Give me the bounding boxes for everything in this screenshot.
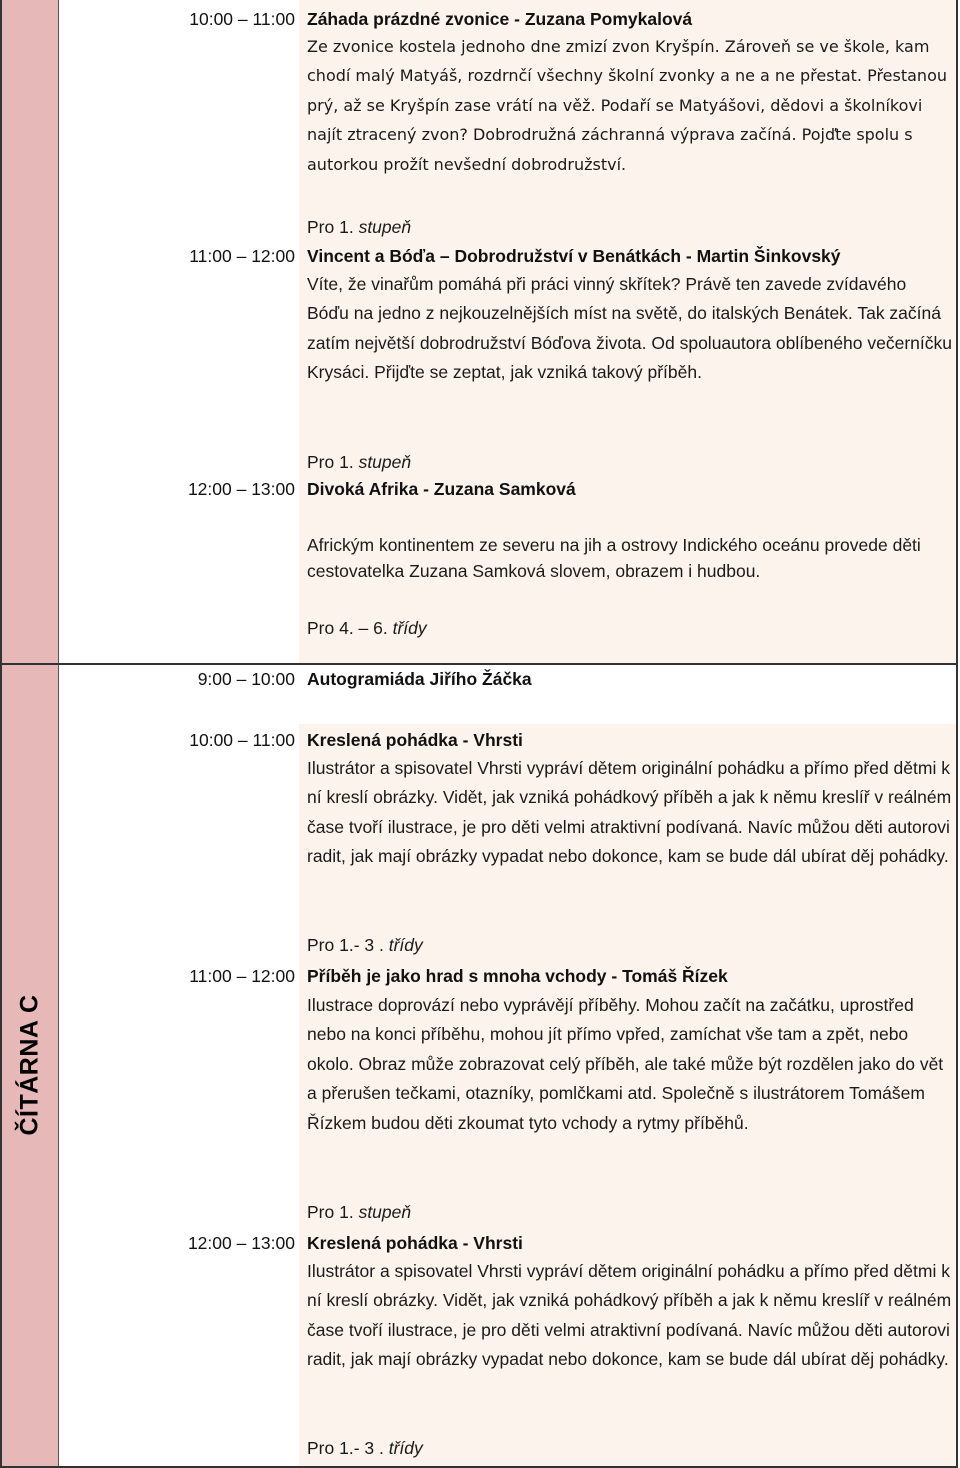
event-description: Ze zvonice kostela jednoho dne zmizí zvon Kryšpín. Zároveň se ve škole, kam chodí malý Matyáš, rozdrnčí všechny školní zvonky a ne a ne přestat. Přestanou prý, až se Kryšpín zase vrátí na věž. Podaří se Matyášovi, dědovi a školníkovi najít ztracený zvon? Dobrodružná záchranná výprava začíná. Pojďte spolu s autorkou prožít nevšední dobrodružství. bbox=[307, 37, 947, 174]
grade-suffix: stupeň bbox=[358, 452, 412, 472]
event-grade bbox=[307, 1437, 907, 1459]
event-description: Víte, že vinařům pomáhá při práci vinný skřítek? Právě ten zavede zvídavého Bóďu na jedno z nejkouzelnějších míst na světě, do italských Benátek. Tak začíná zatím největší dobrodružství Bóďova života. Od spoluautora oblíbeného večerníčku Krysáci. Přijďte se zeptat, jak vzniká takový příběh. bbox=[307, 274, 953, 383]
grade-prefix: Pro 1.- 3 . bbox=[307, 935, 389, 955]
event-description: Ilustrátor a spisovatel Vhrsti vypráví dětem originální pohádku a přímo před dětmi k ní kreslí obrázky. Vidět, jak vzniká pohádkový příběh a jak k němu kreslíř v reálném čase tvoří ilustrace, je pro děti velmi atraktivní podívaná. Navíc můžou děti autorovi radit, jak mají obrázky vypadat nebo dokonce, kam se bude dál ubírat děj pohádky. bbox=[307, 758, 952, 867]
grade-suffix: třídy bbox=[388, 1438, 423, 1458]
border-left bbox=[0, 0, 2, 1468]
event-description: Ilustrace doprovází nebo vyprávějí příběhy. Mohou začít na začátku, uprostřed nebo na konci příběhu, mohou jít přímo vpřed, zamíchat vše tam a zpět, nebo okolo. Obraz může zobrazovat celý příběh, ale také může být rozdělen jako do vět a přerušen tečkami, otazníky, pomlčkami atd. Společně s ilustrátorem Tomášem Řízkem budou děti zkoumat tyto vchody a rytmy příběhů. bbox=[307, 995, 944, 1133]
section-divider bbox=[0, 663, 958, 665]
event-description: Ilustrátor a spisovatel Vhrsti vypráví dětem originální pohádku a přímo před dětmi k ní kreslí obrázky. Vidět, jak vzniká pohádkový příběh a jak k němu kreslíř v reálném čase tvoří ilustrace, je pro děti velmi atraktivní podívaná. Navíc můžou děti autorovi radit, jak mají obrázky vypadat nebo dokonce, kam se bude dál ubírat děj pohádky. bbox=[307, 1261, 952, 1370]
grade-prefix: Pro 1. bbox=[307, 452, 359, 472]
event-title: Příběh je jako hrad s mnoha vchody - Tomáš Řízek bbox=[307, 966, 728, 986]
event-title: Záhada prázdné zvonice - Zuzana Pomykalová bbox=[307, 9, 693, 29]
event-time: 12:00 – 13:00 bbox=[187, 1233, 295, 1253]
event-time: 10:00 – 11:00 bbox=[189, 9, 295, 29]
grade-prefix: Pro 1. bbox=[307, 217, 359, 237]
event-time: 11:00 – 12:00 bbox=[189, 246, 295, 266]
event-title: Kreslená pohádka - Vhrsti bbox=[307, 730, 523, 750]
grade-prefix: Pro 1.- 3 . bbox=[307, 1438, 389, 1458]
grade-suffix: třídy bbox=[392, 618, 427, 638]
event-time: 12:00 – 13:00 bbox=[187, 479, 295, 499]
section-label-top bbox=[2, 0, 59, 663]
event-grade bbox=[307, 617, 907, 639]
event-title: Kreslená pohádka - Vhrsti bbox=[307, 1233, 523, 1253]
grade-suffix: stupeň bbox=[358, 217, 412, 237]
event-grade bbox=[307, 1201, 907, 1223]
event-title: Vincent a Bóďa – Dobrodružství v Benátkách - Martin Šinkovský bbox=[307, 246, 841, 266]
grade-prefix: Pro 1. bbox=[307, 1202, 359, 1222]
event-time: 10:00 – 11:00 bbox=[189, 730, 295, 750]
border-right bbox=[956, 0, 958, 1468]
event-grade bbox=[307, 451, 907, 473]
grade-prefix: Pro 4. – 6. bbox=[307, 618, 393, 638]
grade-suffix: třídy bbox=[388, 935, 423, 955]
event-grade bbox=[307, 934, 907, 956]
event-grade bbox=[307, 216, 907, 238]
event-time: 9:00 – 10:00 bbox=[197, 669, 295, 689]
event-title: Autogramiáda Jiřího Žáčka bbox=[307, 669, 532, 689]
section-label-text: ČÍTÁRNA C bbox=[15, 994, 44, 1136]
event-time: 11:00 – 12:00 bbox=[189, 966, 295, 986]
event-description: Africkým kontinentem ze severu na jih a ostrovy Indického oceánu provede děti cestovatelka Zuzana Samková slovem, obrazem i hudbou. bbox=[307, 535, 921, 581]
section-label-citarna-c bbox=[2, 665, 59, 1466]
event-title: Divoká Afrika - Zuzana Samková bbox=[307, 479, 576, 499]
grade-suffix: stupeň bbox=[358, 1202, 412, 1222]
